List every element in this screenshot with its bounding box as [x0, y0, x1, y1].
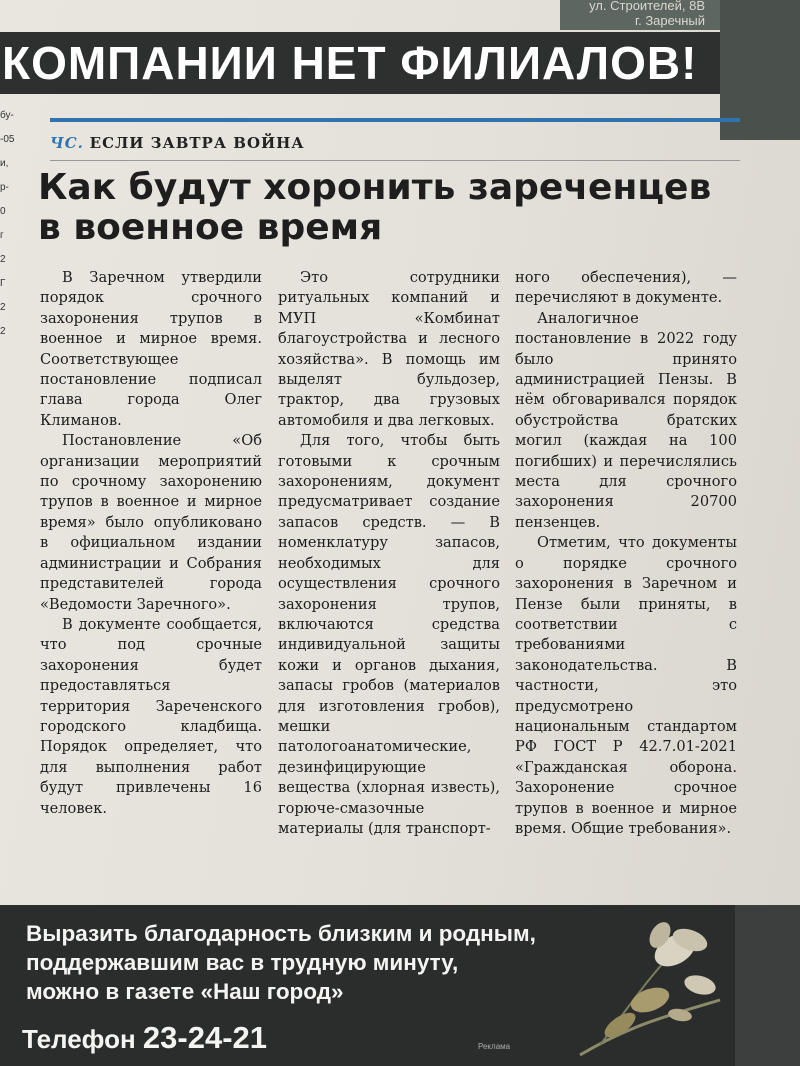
margin-fragment: 2 — [0, 326, 6, 337]
masthead-address — [589, 0, 705, 28]
rubric-topic: ЕСЛИ ЗАВТРА ВОЙНА — [89, 134, 305, 152]
rubric-underline — [50, 160, 740, 161]
flower-illustration — [560, 905, 735, 1066]
address-line-2: г. Заречный — [634, 13, 705, 28]
ad-line-3: можно в газете «Наш город» — [26, 979, 344, 1004]
paragraph: Отметим, что документы о порядке срочного захоронения в Заречном и Пензе были приняты, в соответствии с требованиями законодательства. В частности, это предусмотрено национальным стандартом РФ ГОСТ Р 42.7.01-2021 «Гражданская оборона. Захоронение срочное трупов в военное и мирное время. Общие требования». — [515, 534, 737, 837]
ad-right-panel — [735, 905, 800, 1066]
paragraph: Это сотрудники ритуальных компаний и МУП «Комбинат благоустройства и лесного хозяйства». В помощь им выделят бульдозер, трактор, два грузовых автомобиля и два легковых. — [278, 269, 500, 429]
ad-mark: Реклама — [478, 1042, 511, 1051]
left-margin-fragments — [0, 110, 30, 870]
ad-line-1: Выразить благодарность близким и родным, — [26, 921, 536, 946]
ad-line-2: поддержавшим вас в трудную минуту, — [26, 950, 459, 975]
margin-fragment: бу- — [0, 110, 14, 121]
article-column-1 — [40, 268, 262, 819]
advertisement-block — [0, 905, 735, 1066]
margin-fragment: 2 — [0, 254, 6, 265]
phone-number: 23-24-21 — [142, 1020, 268, 1055]
rubric-rule — [50, 118, 740, 122]
margin-fragment: р- — [0, 182, 9, 193]
phone-label: Телефон — [22, 1024, 136, 1054]
article-column-3 — [515, 268, 737, 839]
banner-headline: КОМПАНИИ НЕТ ФИЛИАЛОВ! — [0, 32, 722, 94]
article-headline — [38, 168, 738, 248]
paragraph: Постановление «Об организации мероприятий по срочному захоронению трупов в военное и мирное время» было опубликовано в официальном издании администрации и Собрания представителей города «Ведомости Заречного». — [40, 432, 262, 613]
paragraph: ного обеспечения), — перечисляют в документе. — [515, 269, 737, 307]
paragraph: Для того, чтобы быть готовыми к срочным захоронениям, документ предусматривает создание запасов средств. — В номенклатуру запасов, необходимых для осуществления срочного захоронения трупов, включаются средства индивидуальной защиты кожи и органов дыхания, запасы гробов (материалов для изготовления гробов), мешки патологоанатомические, дезинфицирующие вещества (хлорная известь), горюче-смазочные материалы (для транспорт- — [278, 432, 500, 837]
ad-text — [26, 919, 536, 1006]
rubric — [50, 134, 305, 152]
paragraph: Аналогичное постановление в 2022 году было принято администрацией Пензы. В нём обговаривался порядок обустройства братских могил (каждая на 100 погибших) и перечислялись места для срочного захоронения 20700 пензенцев. — [515, 309, 737, 531]
paragraph: В документе сообщается, что под срочные захоронения будет предоставляться территория Зареченского городского кладбища. Порядок определяет, что для выполнения работ будут привлечены 16 человек. — [40, 615, 262, 817]
ad-phone — [22, 1020, 267, 1056]
rubric-badge: ЧС. — [50, 134, 84, 152]
article-column-2 — [278, 268, 500, 839]
headline-line-2: в военное время — [38, 207, 383, 248]
margin-fragment: -05 — [0, 134, 15, 145]
margin-fragment: Г — [0, 278, 6, 289]
headline-line-1: Как будут хоронить зареченцев — [38, 167, 712, 208]
address-line-1: ул. Строителей, 8В — [589, 0, 705, 13]
margin-fragment: 2 — [0, 302, 6, 313]
margin-fragment: и, — [0, 158, 9, 169]
paragraph: В Заречном утвердили порядок срочного захоронения трупов в военное и мирное время. Соответствующее постановление подписал глава города Олег Климанов. — [40, 269, 262, 429]
margin-fragment: г — [0, 230, 4, 241]
margin-fragment: 0 — [0, 206, 6, 217]
